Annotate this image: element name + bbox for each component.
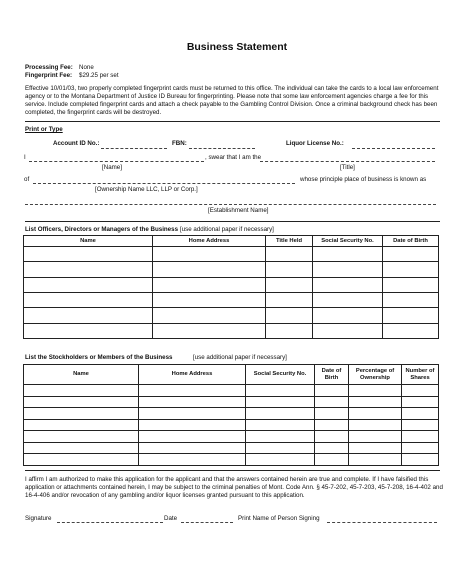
officers-col-header: Title Held (266, 236, 313, 247)
title-caption: [Title] (340, 164, 355, 171)
fbn-label: FBN: (172, 140, 187, 147)
table-cell[interactable] (402, 454, 439, 466)
table-row (24, 454, 439, 466)
affirmation-text: I affirm I am authorized to make this application for the applicant and that the answers contained herein are true and complete. If I have falsified this application or attachments contained herein, I may be subject to the criminal penalties of Mont. Code Ann. § 45-7-202, 45-7-203, 45-7-208, 16-4-402 and 16-4-406 and/or revocation of any gambling and/or liquor licenses granted pursuant to this application. (25, 476, 443, 500)
table-cell[interactable] (315, 431, 349, 443)
name-field[interactable] (29, 161, 204, 162)
table-cell[interactable] (266, 277, 313, 292)
table-cell[interactable] (349, 396, 402, 408)
table-cell[interactable] (383, 308, 439, 323)
stockholders-col-header: Percentage of Ownership (349, 365, 402, 385)
table-row (24, 308, 439, 323)
table-cell[interactable] (153, 292, 266, 307)
table-cell[interactable] (315, 442, 349, 454)
name-caption: [Name] (102, 164, 122, 171)
table-cell[interactable] (383, 277, 439, 292)
table-cell[interactable] (24, 408, 139, 420)
table-cell[interactable] (315, 454, 349, 466)
table-cell[interactable] (266, 247, 313, 262)
divider-officers (25, 221, 440, 222)
table-cell[interactable] (266, 292, 313, 307)
fingerprint-fee-label: Fingerprint Fee: (25, 72, 73, 79)
table-cell[interactable] (402, 431, 439, 443)
officers-header-row (24, 236, 439, 247)
table-cell[interactable] (402, 419, 439, 431)
table-row (24, 323, 439, 338)
table-cell[interactable] (24, 419, 139, 431)
stockholders-header-row (24, 365, 439, 385)
table-cell[interactable] (153, 247, 266, 262)
table-cell[interactable] (24, 431, 139, 443)
table-cell[interactable] (313, 277, 383, 292)
table-cell[interactable] (24, 442, 139, 454)
table-cell[interactable] (139, 419, 246, 431)
table-cell[interactable] (24, 247, 153, 262)
date-label: Date (164, 515, 178, 522)
table-cell[interactable] (313, 247, 383, 262)
print-name-field[interactable] (327, 522, 437, 523)
table-row (24, 385, 439, 397)
table-cell[interactable] (153, 262, 266, 277)
stockholders-table (23, 364, 439, 466)
divider-affirmation (25, 470, 440, 471)
table-cell[interactable] (402, 385, 439, 397)
table-cell[interactable] (349, 431, 402, 443)
fingerprint-fee-value: $29.25 per set (79, 72, 119, 79)
signature-label: Signature (25, 515, 52, 522)
table-cell[interactable] (139, 396, 246, 408)
table-cell[interactable] (24, 308, 153, 323)
table-cell[interactable] (383, 323, 439, 338)
page-title: Business Statement (186, 41, 288, 53)
table-cell[interactable] (24, 292, 153, 307)
liquor-license-label: Liquor License No.: (286, 140, 344, 147)
processing-fee-value: None (79, 64, 94, 71)
table-cell[interactable] (383, 262, 439, 277)
table-cell[interactable] (246, 431, 315, 443)
stockholders-note: [use additional paper if necessary] (193, 354, 287, 361)
establishment-field[interactable] (25, 204, 436, 205)
table-cell[interactable] (139, 454, 246, 466)
stockholders-heading: List the Stockholders or Members of the Business (25, 354, 173, 361)
table-cell[interactable] (402, 442, 439, 454)
print-name-label: Print Name of Person Signing (238, 515, 320, 522)
table-cell[interactable] (139, 431, 246, 443)
table-cell[interactable] (246, 454, 315, 466)
signature-field[interactable] (57, 522, 163, 523)
table-cell[interactable] (402, 396, 439, 408)
swear-text: , swear that I am the (205, 154, 262, 161)
table-row (24, 396, 439, 408)
fbn-field[interactable] (189, 148, 255, 149)
table-cell[interactable] (153, 277, 266, 292)
officers-col-header: Home Address (153, 236, 266, 247)
table-cell[interactable] (315, 419, 349, 431)
table-row (24, 408, 439, 420)
table-row (24, 292, 439, 307)
table-cell[interactable] (266, 308, 313, 323)
table-row (24, 247, 439, 262)
officers-body (24, 247, 439, 339)
stockholders-col-header: Social Security No. (246, 365, 315, 385)
fingerprint-notice: Effective 10/01/03, two properly completed fingerprint cards must be returned to this office. The individual can take the cards to a local law enforcement agency or to the Montana Department of Justice ID Bureau for fingerprinting. Please note that some law enforcement agencies charge a fee for this service. Include completed fingerprint cards and attach a check payable to the Gambling Control Division. Once a criminal background check has been completed, the fingerprint cards will be destroyed. (25, 85, 439, 117)
table-cell[interactable] (315, 385, 349, 397)
officers-col-header: Social Security No. (313, 236, 383, 247)
table-row (24, 442, 439, 454)
table-cell[interactable] (313, 308, 383, 323)
title-field[interactable] (260, 161, 435, 162)
table-cell[interactable] (24, 396, 139, 408)
table-row (24, 431, 439, 443)
table-cell[interactable] (24, 323, 153, 338)
table-cell[interactable] (153, 323, 266, 338)
table-cell[interactable] (383, 247, 439, 262)
table-cell[interactable] (246, 385, 315, 397)
table-cell[interactable] (24, 385, 139, 397)
officers-col-header: Name (24, 236, 153, 247)
stockholders-col-header: Name (24, 365, 139, 385)
table-cell[interactable] (313, 292, 383, 307)
officers-heading: List Officers, Directors or Managers of the Business (25, 226, 179, 233)
print-or-type-label: Print or Type (25, 126, 63, 133)
table-row (24, 262, 439, 277)
table-row (24, 419, 439, 431)
table-cell[interactable] (24, 454, 139, 466)
officers-note: [use additional paper if necessary] (180, 226, 274, 233)
table-cell[interactable] (315, 396, 349, 408)
date-field[interactable] (181, 522, 233, 523)
table-cell[interactable] (246, 408, 315, 420)
table-cell[interactable] (266, 262, 313, 277)
table-cell[interactable] (246, 419, 315, 431)
account-id-label: Account ID No.: (53, 140, 100, 147)
establishment-caption: [Establishment Name] (208, 207, 269, 214)
table-cell[interactable] (402, 408, 439, 420)
business-known-text: whose principle place of business is known as (300, 176, 427, 183)
table-cell[interactable] (139, 385, 246, 397)
table-cell[interactable] (24, 262, 153, 277)
table-row (24, 277, 439, 292)
table-cell[interactable] (349, 408, 402, 420)
divider-top (25, 121, 440, 122)
table-cell[interactable] (349, 385, 402, 397)
table-cell[interactable] (349, 454, 402, 466)
table-cell[interactable] (315, 408, 349, 420)
liquor-license-field[interactable] (352, 148, 435, 149)
table-cell[interactable] (313, 323, 383, 338)
account-id-field[interactable] (101, 148, 167, 149)
processing-fee-label: Processing Fee: (25, 64, 73, 71)
table-cell[interactable] (139, 442, 246, 454)
stockholders-col-header: Home Address (139, 365, 246, 385)
table-cell[interactable] (24, 277, 153, 292)
table-cell[interactable] (246, 442, 315, 454)
stockholders-col-header: Number of Shares (402, 365, 439, 385)
officers-table (23, 235, 439, 339)
table-cell[interactable] (383, 292, 439, 307)
ownership-prefix: of (24, 176, 30, 183)
table-cell[interactable] (153, 308, 266, 323)
table-cell[interactable] (349, 419, 402, 431)
name-prefix: I (24, 154, 26, 161)
table-cell[interactable] (246, 396, 315, 408)
officers-col-header: Date of Birth (383, 236, 439, 247)
table-cell[interactable] (139, 408, 246, 420)
ownership-field[interactable] (33, 183, 295, 184)
ownership-caption: [Ownership Name LLC, LLP or Corp.] (95, 186, 198, 193)
stockholders-col-header: Date of Birth (315, 365, 349, 385)
table-cell[interactable] (266, 323, 313, 338)
table-cell[interactable] (313, 262, 383, 277)
table-cell[interactable] (349, 442, 402, 454)
stockholders-body (24, 385, 439, 466)
